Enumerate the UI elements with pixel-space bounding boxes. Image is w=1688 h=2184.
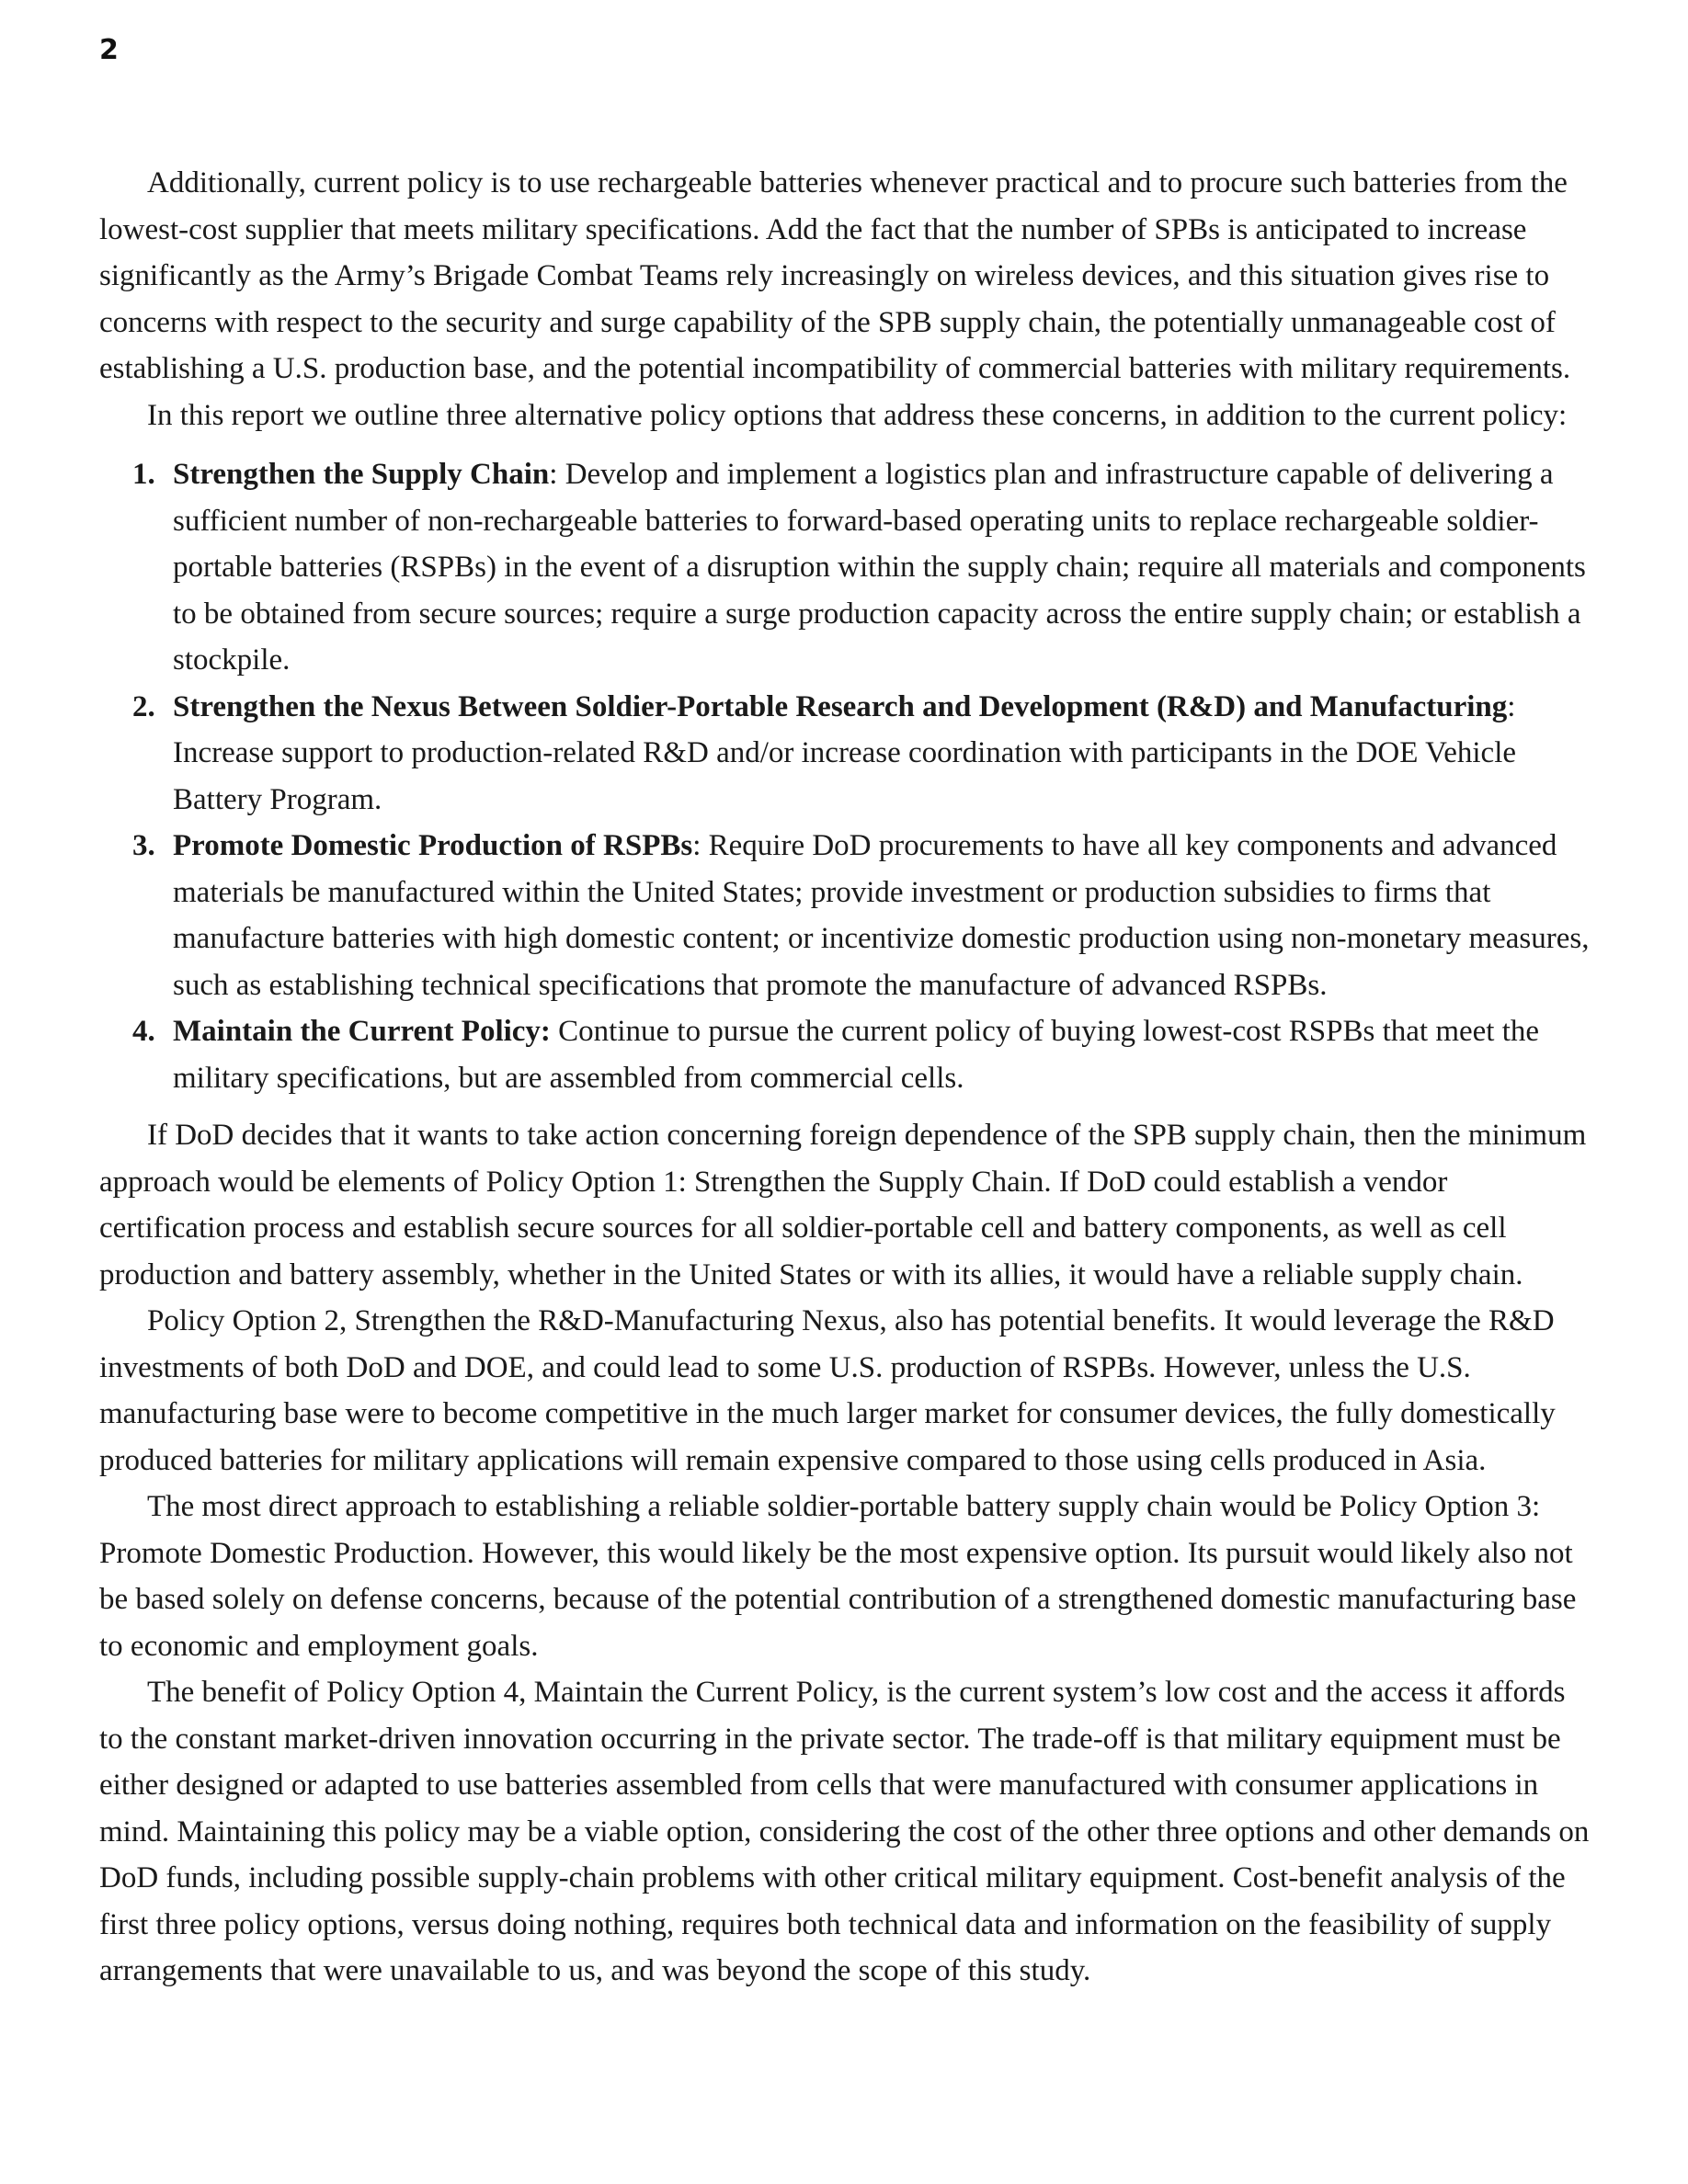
title-separator: : bbox=[692, 829, 701, 862]
policy-option-title: Strengthen the Supply Chain bbox=[173, 458, 550, 491]
title-separator: : bbox=[549, 458, 558, 491]
paragraph-option-2-discussion: Policy Option 2, Strengthen the R&D-Manufacturing Nexus, also has potential benefits. It would leverage the R&D investments of both DoD and DOE, and could lead to some U.S. production of RSPBs. However, unless the U.S. manufacturing base were to become competitive in the much larger market for consumer devices, the fully domestically produced batteries for military applications will remain expensive compared to those using cells produced in Asia. bbox=[99, 1304, 1556, 1477]
paragraph-intro: Additionally, current policy is to use rechargeable batteries whenever practical and to procure such batteries from the lowest-cost supplier that meets military specifications. Add the fact that the number of SPBs is anticipated to increase significantly as the Army’s Brigade Combat Teams rely increasingly on wireless devices, and this situation gives rise to concerns with respect to the security and surge capability of the SPB supply chain, the potentially unmanageable cost of establishing a U.S. production base, and the potential incompatibility of commercial batteries with military requirements. bbox=[99, 166, 1571, 385]
policy-option-text: Continue to pursue the current policy of buying lowest-cost RSPBs that meet the military specifications, but are assembled from commercial cells. bbox=[173, 1015, 1540, 1095]
policy-option-1 bbox=[99, 451, 1596, 684]
policy-option-3 bbox=[99, 823, 1596, 1008]
paragraph-option-4-discussion: The benefit of Policy Option 4, Maintain the Current Policy, is the current system’s low cost and the access it affords to the constant market-driven innovation occurring in the private sector. The trade-off is that military equipment must be either designed or adapted to use batteries assembled from cells that were manufactured with consumer applications in mind. Maintaining this policy may be a viable option, considering the cost of the other three options and other demands on DoD funds, including possible supply-chain problems with other critical military equipment. Cost-benefit analysis of the first three policy options, versus doing nothing, requires both technical data and information on the feasibility of supply arrangements that were unavailable to us, and was beyond the scope of this study. bbox=[99, 1676, 1590, 1987]
list-number: 1. bbox=[132, 458, 155, 491]
page-body bbox=[99, 160, 1596, 1995]
list-number: 4. bbox=[132, 1015, 155, 1048]
policy-option-text: Require DoD procurements to have all key components and advanced materials be manufactured within the United States; provide investment or production subsidies to firms that manufacture batteries with high domestic content; or incentivize domestic production using non-monetary measures, such as establishing technical specifications that promote the manufacture of advanced RSPBs. bbox=[173, 829, 1590, 1002]
policy-option-title: Maintain the Current Policy: bbox=[173, 1015, 551, 1048]
policy-option-title: Strengthen the Nexus Between Soldier-Portable Research and Development (R&D) and Manufacturing bbox=[173, 689, 1508, 723]
policy-option-4 bbox=[99, 1008, 1596, 1101]
list-number: 3. bbox=[132, 829, 155, 862]
policy-option-text: Increase support to production-related R&D and/or increase coordination with participants in the DOE Vehicle Battery Program. bbox=[173, 736, 1517, 816]
paragraph-option-3-discussion: The most direct approach to establishing a reliable soldier-portable battery supply chain would be Policy Option 3: Promote Domestic Production. However, this would likely be the most expensive option. Its pursuit would likely also not be based solely on defense concerns, because of the potential contribution of a strengthened domestic manufacturing base to economic and employment goals. bbox=[99, 1490, 1577, 1663]
policy-option-text: Develop and implement a logistics plan and infrastructure capable of delivering a sufficient number of non-rechargeable batteries to forward-based operating units to replace rechargeable soldier-portable batteries (RSPBs) in the event of a disruption within the supply chain; require all materials and components to be obtained from secure sources; require a surge production capacity across the entire supply chain; or establish a stockpile. bbox=[173, 458, 1586, 677]
page-number: 2 bbox=[99, 34, 119, 66]
paragraph-option-1-discussion: If DoD decides that it wants to take action concerning foreign dependence of the SPB supply chain, then the minimum approach would be elements of Policy Option 1: Strengthen the Supply Chain. If DoD could establish a vendor certification process and establish secure sources for all soldier-portable cell and battery components, as well as cell production and battery assembly, whether in the United States or with its allies, it would have a reliable supply chain. bbox=[99, 1119, 1587, 1291]
title-separator: : bbox=[1507, 689, 1516, 723]
policy-options-list bbox=[99, 451, 1596, 1101]
paragraph-options-lead: In this report we outline three alternative policy options that address these concerns, in addition to the current policy: bbox=[147, 398, 1568, 432]
policy-option-2 bbox=[99, 684, 1596, 824]
policy-option-title: Promote Domestic Production of RSPBs bbox=[173, 829, 693, 862]
list-number: 2. bbox=[132, 689, 155, 723]
